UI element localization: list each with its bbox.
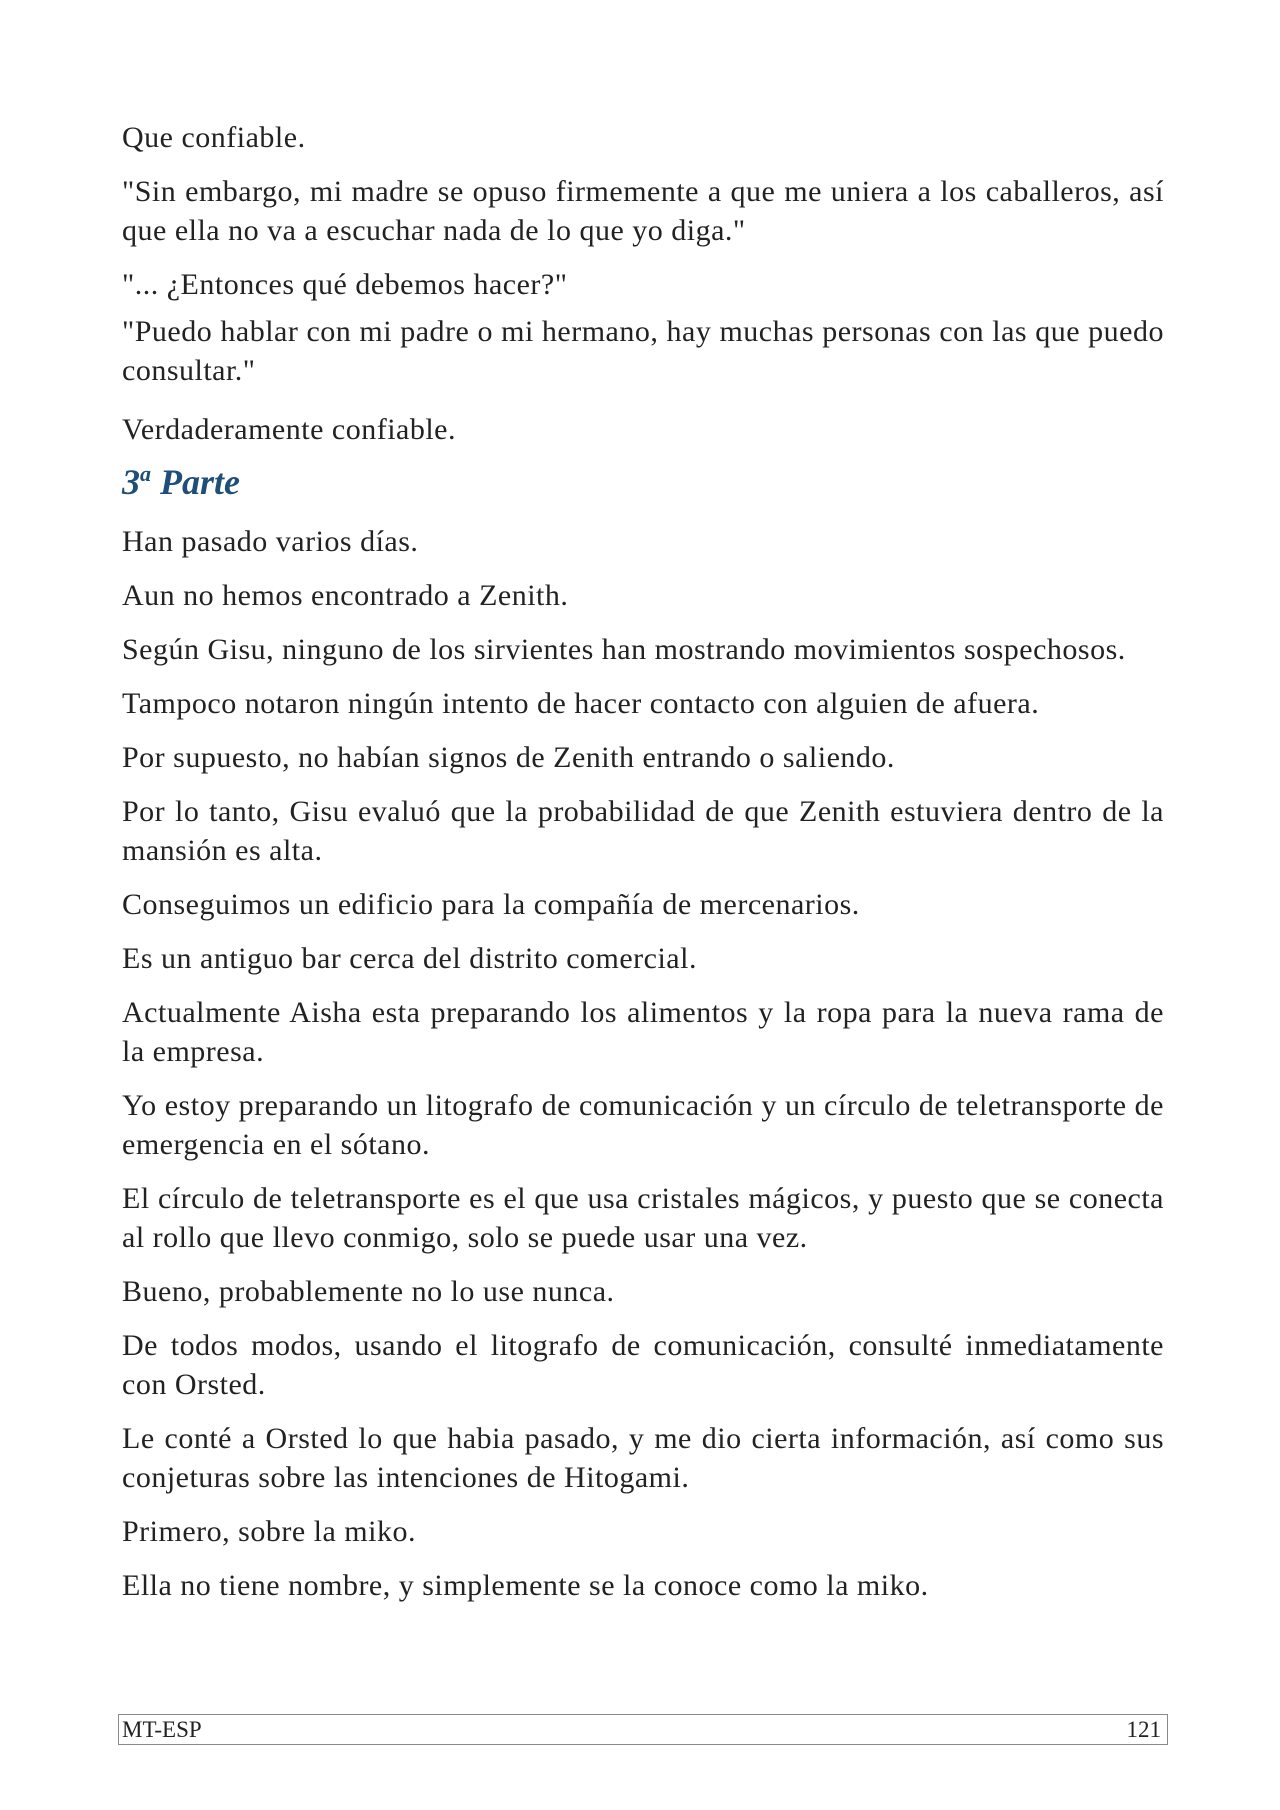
section-ordinal: a bbox=[140, 461, 151, 486]
paragraph: Han pasado varios días. bbox=[122, 525, 419, 558]
paragraph: "Sin embargo, mi madre se opuso firmemente a que me uniera a los caballeros, así que ella no va a escuchar nada de lo que yo diga." bbox=[122, 175, 1164, 247]
section-number: 3 bbox=[122, 462, 140, 502]
paragraph: Por supuesto, no habían signos de Zenith entrando o saliendo. bbox=[122, 741, 895, 774]
paragraph: Actualmente Aisha esta preparando los alimentos y la ropa para la nueva rama de la empresa. bbox=[122, 996, 1164, 1068]
paragraph: El círculo de teletransporte es el que usa cristales mágicos, y puesto que se conecta al rollo que llevo conmigo, solo se puede usar una vez. bbox=[122, 1182, 1164, 1254]
paragraph: Bueno, probablemente no lo use nunca. bbox=[122, 1275, 615, 1308]
paragraph: Tampoco notaron ningún intento de hacer contacto con alguien de afuera. bbox=[122, 687, 1040, 720]
footer-label: MT-ESP bbox=[122, 1717, 202, 1742]
paragraph: Verdaderamente confiable. bbox=[122, 413, 456, 446]
page-number: 121 bbox=[1126, 1717, 1161, 1742]
paragraph: De todos modos, usando el litografo de comunicación, consulté inmediatamente con Orsted. bbox=[122, 1329, 1164, 1401]
paragraph: Según Gisu, ninguno de los sirvientes han mostrando movimientos sospechosos. bbox=[122, 633, 1126, 666]
paragraph: Por lo tanto, Gisu evaluó que la probabilidad de que Zenith estuviera dentro de la mansión es alta. bbox=[122, 795, 1164, 867]
paragraph: Es un antiguo bar cerca del distrito comercial. bbox=[122, 942, 697, 975]
paragraph: Conseguimos un edificio para la compañía de mercenarios. bbox=[122, 888, 860, 921]
paragraph: "Puedo hablar con mi padre o mi hermano, hay muchas personas con las que puedo consultar." bbox=[122, 315, 1164, 387]
section-word: Parte bbox=[160, 462, 240, 502]
paragraph: Le conté a Orsted lo que habia pasado, y me dio cierta información, así como sus conjeturas sobre las intenciones de Hitogami. bbox=[122, 1422, 1164, 1494]
paragraph: Yo estoy preparando un litografo de comunicación y un círculo de teletransporte de emergencia en el sótano. bbox=[122, 1089, 1164, 1161]
paragraph: Primero, sobre la miko. bbox=[122, 1515, 416, 1548]
paragraph: Aun no hemos encontrado a Zenith. bbox=[122, 579, 569, 612]
paragraph: "... ¿Entonces qué debemos hacer?" bbox=[122, 268, 568, 301]
paragraph: Ella no tiene nombre, y simplemente se la conoce como la miko. bbox=[122, 1569, 929, 1602]
section-heading bbox=[122, 460, 1164, 504]
page-content bbox=[122, 118, 1164, 1605]
page-footer bbox=[118, 1714, 1168, 1745]
paragraph: Que confiable. bbox=[122, 121, 306, 154]
